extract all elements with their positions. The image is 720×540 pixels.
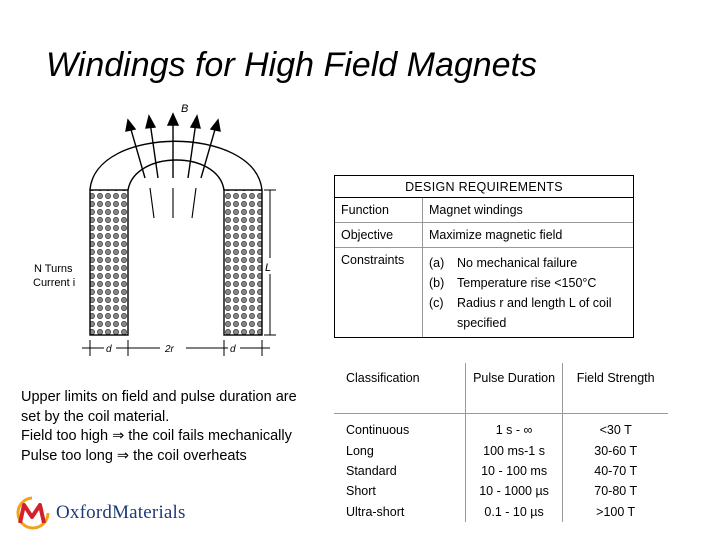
- table-row: [334, 440, 668, 460]
- table-row: [334, 481, 668, 501]
- field-strength-header: Field Strength: [563, 363, 668, 414]
- constraint-text: Temperature rise <150°C: [457, 276, 597, 290]
- requirement-key: Function: [335, 198, 423, 222]
- right-winding: [224, 190, 262, 335]
- class-name: Standard: [334, 461, 465, 481]
- requirement-key: Constraints: [335, 248, 423, 337]
- requirement-value: Magnet windings: [429, 203, 523, 217]
- caption-line: Field too high ⇒ the coil fails mechanically: [21, 428, 292, 444]
- constraint-item: [429, 273, 627, 293]
- field-strength: 30-60 T: [594, 443, 638, 458]
- field-strength: 70-80 T: [594, 484, 638, 499]
- caption-line: Upper limits on field and pulse duration are: [21, 389, 297, 405]
- constraint-item: [429, 293, 627, 333]
- pulse-duration: 1 s - ∞: [465, 414, 563, 441]
- current-label: Current i: [33, 277, 76, 289]
- table-row: [334, 414, 668, 441]
- field-strength: >100 T: [596, 504, 636, 519]
- table-row: [334, 502, 668, 522]
- constraints-list: [423, 248, 633, 337]
- caption-line: Pulse too long ⇒ the coil overheats: [21, 447, 247, 464]
- constraint-tag: (b): [429, 276, 445, 290]
- class-name: Short: [334, 481, 465, 501]
- constraint-text: No mechanical failure: [457, 256, 578, 270]
- field-label: B: [181, 103, 189, 115]
- logo-mark-icon: [12, 495, 52, 531]
- coil-diagram: [0, 0, 330, 370]
- requirement-row-objective: [335, 223, 633, 248]
- dim-d-left: d: [106, 344, 112, 355]
- constraint-item: [429, 253, 627, 273]
- field-strength: <30 T: [599, 423, 632, 438]
- constraint-tag: (a): [429, 256, 445, 270]
- design-requirements-table: [334, 175, 634, 338]
- requirement-row-function: [335, 198, 633, 223]
- design-requirements-header: DESIGN REQUIREMENTS: [335, 176, 633, 198]
- table-row: [334, 461, 668, 481]
- logo-text: OxfordMaterials: [56, 502, 186, 523]
- class-name: Continuous: [334, 414, 465, 441]
- dim-d-right: d: [230, 344, 236, 355]
- oxford-materials-logo: [12, 495, 186, 531]
- pulse-duration-header: Pulse Duration: [465, 363, 563, 414]
- requirement-value: Maximize magnetic field: [429, 228, 563, 242]
- classification-header: Classification: [334, 363, 465, 414]
- field-strength: 40-70 T: [594, 463, 638, 478]
- caption-line: set by the coil material.: [21, 408, 170, 425]
- pulse-duration: 10 - 100 ms: [465, 461, 563, 481]
- requirement-key: Objective: [335, 223, 423, 247]
- pulse-duration: 0.1 - 10 µs: [465, 502, 563, 522]
- left-winding: [90, 190, 128, 335]
- class-name: Ultra-short: [334, 502, 465, 522]
- slide-title: Windings for High Field Magnets: [46, 46, 538, 84]
- caption-text: [21, 388, 331, 466]
- dim-2r: 2r: [165, 344, 174, 355]
- constraint-text: Radius r and length L of coil specified: [457, 296, 612, 330]
- requirement-row-constraints: [335, 248, 633, 337]
- turns-label: N Turns: [34, 263, 73, 275]
- class-name: Long: [334, 440, 465, 460]
- length-label: L: [265, 262, 272, 274]
- classification-table: [334, 363, 668, 522]
- field-lines: [126, 114, 220, 178]
- constraint-tag: (c): [429, 296, 444, 310]
- pulse-duration: 100 ms-1 s: [465, 440, 563, 460]
- pulse-duration: 10 - 1000 µs: [465, 481, 563, 501]
